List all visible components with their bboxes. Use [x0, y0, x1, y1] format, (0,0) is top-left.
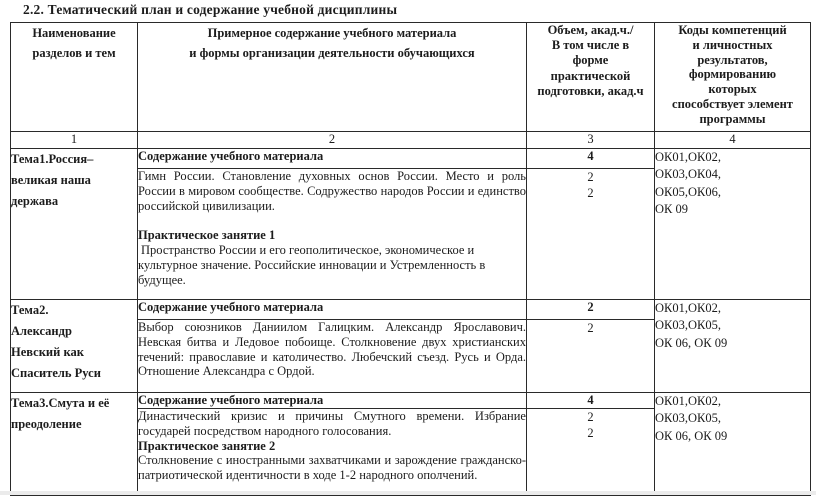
table-header-row: [11, 23, 811, 132]
topic-cell: [11, 149, 138, 300]
header-cell-volume: [527, 23, 655, 132]
header-line: которых: [708, 82, 757, 97]
competency-line: ОК05,ОК06,: [655, 184, 721, 199]
hours-value: 2: [587, 321, 594, 335]
content-paragraph: Выбор союзников Даниилом Галицким. Александр Ярославович. Невская битва и Ледовое побоище. Столкновение двух христианских течений: православие и католичество. Любечский съезд. Русь и Орда. Отношение Александра с Ордой.: [138, 320, 526, 379]
column-number: 3: [527, 132, 655, 149]
topic-line: Спаситель Руси: [11, 366, 101, 380]
content-paragraph: Династический кризис и причины Смутного времени. Избрание государей посредством народного голосования.: [138, 409, 526, 438]
topic-line: Невский как: [11, 345, 84, 359]
competency-line: ОК03,ОК05,: [655, 318, 721, 333]
hours-value: 2: [587, 186, 594, 200]
competency-line: ОК 06, ОК 09: [655, 335, 728, 350]
content-paragraph: Пространство России и его геополитическое, экономическое и культурное значение. Российские инновации и Устремленность в будущее.: [138, 243, 486, 287]
header-line: разделов и тем: [32, 46, 116, 60]
header-line: В том числе в: [551, 38, 630, 53]
competencies-cell: [655, 393, 811, 496]
paragraph-spacer: [138, 213, 526, 228]
page-title: 2.2. Тематический план и содержание учебной дисциплины: [23, 2, 398, 17]
content-body-cell: [138, 320, 527, 393]
topic-line: преодоление: [11, 417, 82, 431]
header-line: программы: [699, 111, 766, 126]
table-row: [11, 300, 811, 320]
content-header-cell: Содержание учебного материала: [138, 149, 527, 169]
topic-line: держава: [11, 194, 59, 208]
topic-line: великая наша: [11, 173, 91, 187]
column-number: 4: [655, 132, 811, 149]
practical-lesson-title: Практическое занятие 1: [138, 228, 276, 243]
header-cell-sections: [11, 23, 138, 132]
content-body-cell: [138, 409, 527, 496]
competency-line: ОК01,ОК02,: [655, 150, 721, 164]
content-paragraph: Столкновение с иностранными захватчиками и зарождение гражданско-патриотической идентичности в ходе 1-2 народного ополчений.: [138, 453, 526, 483]
header-line: способствует элемент: [672, 96, 793, 111]
topic-line: Тема3.Смута и её: [11, 396, 110, 410]
header-line: Примерное содержание учебного материала: [207, 26, 457, 40]
header-line: результатов,: [697, 52, 768, 67]
topic-cell: [11, 393, 138, 496]
header-line: форме: [572, 53, 609, 68]
curriculum-table: [10, 22, 811, 496]
column-number: 1: [11, 132, 138, 149]
hours-cell: [527, 320, 655, 393]
content-paragraph: Гимн России. Становление духовных основ России. Место и роль России в мировом сообществе. Содружество народов России и единство российской цивилизации.: [138, 169, 526, 213]
column-number: 2: [138, 132, 527, 149]
hours-cell: [527, 169, 655, 300]
volume-cell: 2: [527, 300, 655, 320]
competency-line: ОК 09: [655, 202, 688, 217]
competency-line: ОК03,ОК04,: [655, 167, 721, 182]
header-line: и личностных: [692, 37, 773, 52]
competency-line: ОК 06, ОК 09: [655, 428, 728, 443]
hours-value: 2: [587, 170, 594, 184]
volume-cell: 4: [527, 149, 655, 169]
header-cell-content: [138, 23, 527, 132]
header-line: формированию: [688, 67, 777, 82]
header-line: Наименование: [32, 26, 116, 40]
competencies-cell: [655, 149, 811, 300]
header-line: и формы организации деятельности обучающихся: [189, 46, 475, 60]
competency-line: ОК01,ОК02,: [655, 394, 721, 408]
header-line: Коды компетенций: [678, 23, 787, 37]
header-line: практической: [550, 68, 631, 83]
header-cell-competencies: [655, 23, 811, 132]
topic-line: Тема2.: [11, 303, 49, 317]
table-row: [11, 393, 811, 409]
hours-value: 2: [587, 410, 594, 424]
topic-line: Александр: [11, 324, 72, 338]
header-line: подготовки, акад.ч: [537, 83, 644, 98]
header-line: Объем, акад.ч./: [547, 23, 634, 37]
page-bottom-separator: [0, 491, 816, 495]
topic-line: Тема1.Россия–: [11, 152, 94, 166]
table-row: [11, 149, 811, 169]
competency-line: ОК03,ОК05,: [655, 411, 721, 426]
column-numbers-row: [11, 132, 811, 149]
competency-line: ОК01,ОК02,: [655, 301, 721, 315]
topic-cell: [11, 300, 138, 393]
content-header-cell: Содержание учебного материала: [138, 300, 527, 320]
competencies-cell: [655, 300, 811, 393]
content-body-cell: [138, 169, 527, 300]
hours-value: 2: [587, 426, 594, 440]
content-header-cell: Содержание учебного материала: [138, 393, 527, 409]
practical-lesson-title: Практическое занятие 2: [138, 438, 276, 453]
volume-cell: 4: [527, 393, 655, 409]
hours-cell: [527, 409, 655, 496]
